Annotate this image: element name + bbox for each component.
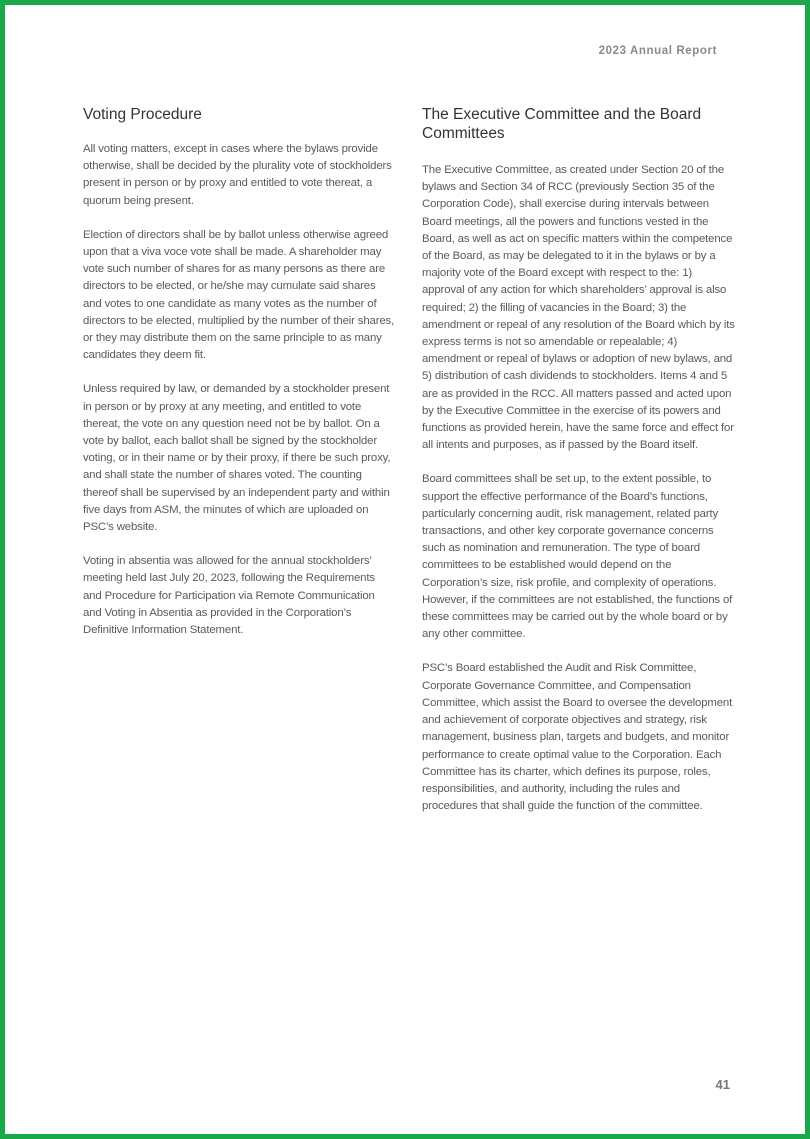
executive-committee-section	[422, 105, 735, 832]
voting-procedure-heading: Voting Procedure	[83, 106, 202, 123]
voting-paragraph-3: Unless required by law, or demanded by a stockholder present in person or by proxy at any meeting, and entitled to vote thereat, the vote on any question need not be by ballot. On a vote by ballot, each ballot shall be signed by the stockholder voting, or in their name or by their proxy, if there be such proxy, and shall state the number of shares voted. The counting thereof shall be supervised by an independent party and within five days from ASM, the minutes of which are uploaded on PSC’s website.	[83, 383, 391, 534]
voting-procedure-section	[83, 105, 395, 656]
page-number: 41	[715, 1077, 730, 1092]
committee-paragraph-2: Board committees shall be set up, to the extent possible, to support the effective performance of the Board’s functions, particularly concerning audit, risk management, related party transactions, and other key corporate governance concerns such as nomination and remuneration. The type of board committees to be established would depend on the Corporation’s size, risk profile, and complexity of operations. However, if the committees are not established, the functions of these committees may be carried out by the whole board or by any other committee.	[422, 473, 733, 641]
voting-paragraph-4: Voting in absentia was allowed for the annual stockholders’ meeting held last July 20, 2023, following the Requirements and Procedure for Participation via Remote Communication and Voting in Absentia as provided in the Corporation’s Definitive Information Statement.	[83, 555, 375, 637]
committee-paragraph-1: The Executive Committee, as created under Section 20 of the bylaws and Section 34 of RCC (previously Section 35 of the Corporation Code), shall exercise during intervals between Board meetings, all the powers and functions vested in the Board, as well as act on specific matters within the competence of the Board, as may be delegated to it in the bylaws or by a majority vote of the Board except with respect to the: 1) approval of any action for which shareholders’ approval is also required; 2) the filling of vacancies in the Board; 3) the amendment or repeal of any resolution of the Board which by its express terms is not so amendable or repealable; 4) amendment or repeal of bylaws or adoption of new bylaws, and 5) distribution of cash dividends to stockholders. Items 4 and 5 are as provided in the RCC. All matters passed and acted upon by the Executive Committee in the exercise of its powers and functions as provided herein, have the same force and effect for all intents and purposes, as if passed by the Board itself.	[422, 164, 735, 452]
committee-paragraph-3: PSC’s Board established the Audit and Risk Committee, Corporate Governance Committee, and Compensation Committee, which assist the Board to oversee the development and achievement of corporate objectives and strategy, risk management, business plan, targets and budgets, and monitor performance to create optimal value to the Corporation. Each Committee has its charter, which defines its purpose, roles, responsibilities, and authority, including the rules and procedures that shall guide the function of the committee.	[422, 662, 733, 813]
voting-paragraph-2: Election of directors shall be by ballot unless otherwise agreed upon that a viva voce vote shall be made. A shareholder may vote such number of shares for as many persons as there are directors to be elected, or he/she may cumulate said shares and votes to one candidate as many votes as the number of directors to be elected, multiplied by the number of their shares, or they may distribute them on the same principle to as many candidates they deem fit.	[83, 228, 395, 362]
executive-committee-heading: The Executive Committee and the Board Committees	[422, 106, 702, 142]
report-title-header: 2023 Annual Report	[598, 45, 717, 57]
voting-paragraph-1: All voting matters, except in cases where the bylaws provide otherwise, shall be decided by the plurality vote of stockholders present in person or by proxy and entitled to vote thereat, a quorum being present.	[83, 143, 392, 207]
